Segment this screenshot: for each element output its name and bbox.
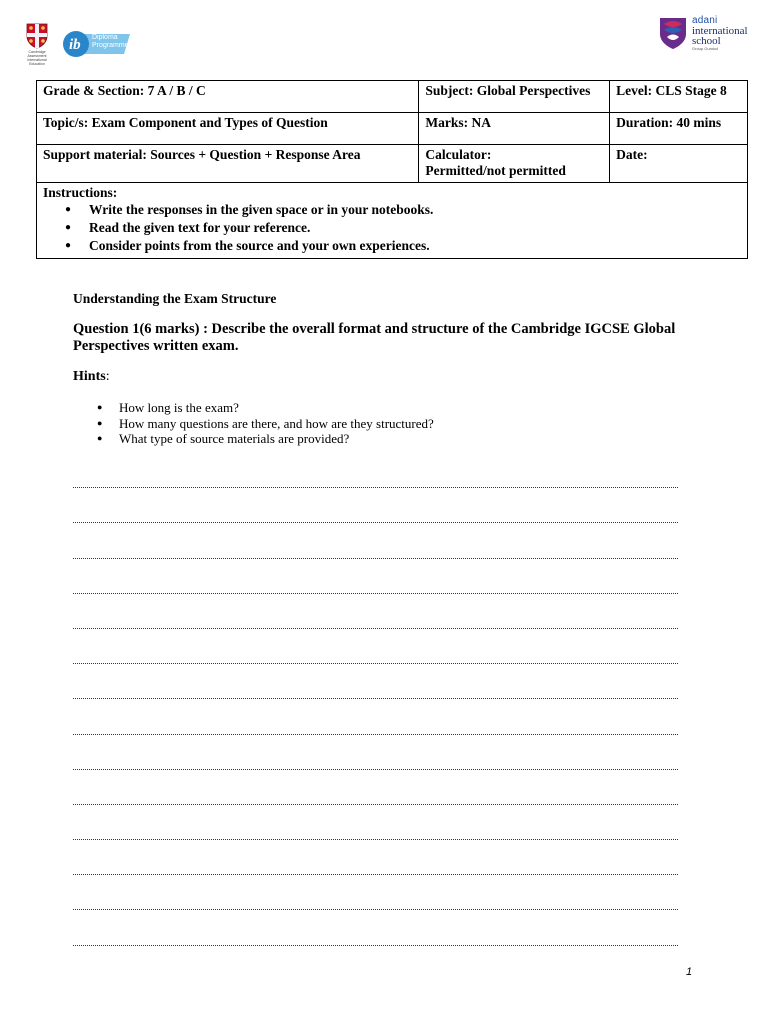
marks-cell: Marks: NA [419,113,610,145]
hint-item: ● How long is the exam? [119,400,434,416]
duration-cell: Duration: 40 mins [610,113,748,145]
adani-logo-text [692,16,748,52]
answer-line[interactable] [73,529,678,564]
answer-line[interactable] [73,635,678,670]
hint-item: ● How many questions are there, and how are they structured? [119,416,434,432]
cambridge-logo [24,23,50,66]
info-table [36,80,748,259]
cambridge-crest-icon [26,23,48,49]
svg-text:ib: ib [69,37,81,53]
answer-line[interactable] [73,881,678,916]
answer-line[interactable] [73,846,678,881]
adani-line-school: school [692,35,721,47]
section-title: Understanding the Exam Structure [73,291,277,306]
answer-line[interactable] [73,741,678,776]
instructions-cell [37,183,748,259]
answer-line[interactable] [73,494,678,529]
cambridge-logo-text: Cambridge Assessment International Education [27,49,47,66]
calculator-value: Permitted/not permitted [425,163,566,178]
instruction-item: ● Write the responses in the given space or in your notebooks. [89,201,741,219]
instructions-list [43,201,741,255]
answer-line[interactable] [73,600,678,635]
subject-cell: Subject: Global Perspectives [419,81,610,113]
info-row-1 [37,81,748,113]
answer-line[interactable] [73,459,678,494]
answer-line[interactable] [73,916,678,951]
answer-line[interactable] [73,670,678,705]
calculator-cell [419,145,610,183]
level-cell: Level: CLS Stage 8 [610,81,748,113]
calculator-label: Calculator: [425,147,492,162]
topic-cell: Topic/s: Exam Component and Types of Question [37,113,419,145]
answer-line[interactable] [73,811,678,846]
adani-brand: adani [692,15,718,26]
support-cell: Support material: Sources + Question + Response Area [37,145,419,183]
info-row-3 [37,145,748,183]
answer-line[interactable] [73,776,678,811]
header-logos [24,20,134,68]
adani-tagline: Group Gurukul [692,46,719,51]
answer-line[interactable] [73,705,678,740]
info-row-2 [37,113,748,145]
hints-label: Hints [73,369,106,384]
page-number: 1 [686,966,693,978]
hints-heading [73,369,110,385]
adani-emblem-icon [658,16,688,50]
ib-logo-text: Diploma Programme [92,34,129,49]
question-1: Question 1(6 marks) : Describe the overall format and structure of the Cambridge IGCSE Global Perspectives written exam. [73,321,676,354]
grade-cell: Grade & Section: 7 A / B / C [37,81,419,113]
instructions-title: Instructions: [43,185,118,200]
hint-item: ● What type of source materials are provided? [119,431,434,447]
adani-line-international: international [692,25,748,37]
answer-area[interactable] [73,459,678,952]
adani-logo [658,16,748,52]
ib-logo [62,28,134,60]
instruction-item: ● Read the given text for your reference. [89,219,741,237]
hints-colon: : [105,369,110,384]
hints-list [73,400,434,447]
answer-line[interactable] [73,565,678,600]
instruction-item: ● Consider points from the source and your own experiences. [89,237,741,255]
date-cell: Date: [610,145,748,183]
info-row-instructions [37,183,748,259]
